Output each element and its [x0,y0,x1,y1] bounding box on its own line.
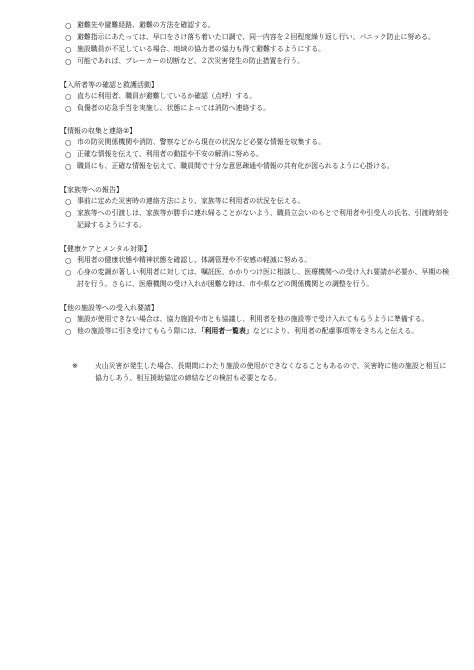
list-item [62,161,452,173]
note-text: 火山災害が発生した場合、長期間にわたり施設の使用ができなくなることもあるので、災害時に他の施設と相互に協力しあう、相互援助協定の締結などの検討も必要となる。 [95,362,447,383]
list-item [62,196,452,208]
list-item [62,56,452,68]
section-heading: 【情報の収集と連絡②】 [60,127,137,136]
circle-bullet-icon: ○ [65,197,72,207]
circle-bullet-icon: ○ [65,56,72,66]
list-item-text: 家族等への引渡しは、家族等が勝手に連れ帰ることがないよう、職員立会いのもとで利用者や引受人の氏名、引渡時刻を記録するようにする。 [77,209,450,229]
list-item [62,326,452,338]
list-item [62,91,452,103]
circle-bullet-icon: ○ [65,314,72,324]
list-item-text: 施設職員が不足している場合、地域の協力者の協力も得て避難するようにする。 [77,44,326,53]
list-item [62,208,452,232]
section-heading: 【他の施設等への受入れ要請】 [60,303,158,312]
list-item-text: 市の防災関係機関や消防、警察などから現在の状況など必要な情報を収集する。 [77,138,326,147]
list-item [62,267,452,291]
family-report-section [62,184,452,232]
circle-bullet-icon: ○ [65,44,72,54]
list-item [62,149,452,161]
list-item [62,255,452,267]
list-item-text: 施設が使用できない場合は、協力施設や市とも協議し、利用者を他の施設等で受け入れてもらうように準備する。 [77,314,429,323]
list-item-text: 直ちに利用者、職員が避難しているか確認（点呼）する。 [77,91,257,100]
list-item-text: 心身の変調が著しい利用者に対しては、嘱託医、かかりつけ医に相談し、医療機関への受け入れ要請が必要か、早期の検討を行う。さらに、医療機関の受け入れが困難な時は、市や県などの関係機関との調整を行う。 [77,267,450,288]
list-item-text: 負傷者の応急手当を実施し、状態によっては消防へ連絡する。 [77,103,270,112]
circle-bullet-icon: ○ [65,32,72,42]
list-item-text: 職員にも、正確な情報を伝えて、職員間で十分な意思疎通や情報の共有化が図られるように心掛ける。 [77,162,394,171]
circle-bullet-icon: ○ [65,209,72,219]
list-item-text [77,326,452,338]
list-item-text: 事前に定めた災害時の連絡方法により、家族等に利用者の状況を伝える。 [77,197,305,206]
list-item-text: 可能であれば、ブレーカーの切断など、２次災害発生の防止措置を行う。 [77,56,304,65]
evacuation-section [62,20,452,68]
circle-bullet-icon: ○ [65,103,72,113]
list-item [62,103,452,115]
list-item-text: 避難先や避難経路、避難の方法を確認する。 [77,21,215,29]
list-item-text: 正確な情報を伝えて、利用者の動揺や不安の解消に努める。 [77,150,263,159]
information-section [62,125,452,173]
list-item-text: 利用者の健康状態や精神状態を確認し、体調管理や不安感の軽減に努める。 [77,255,312,264]
list-item [62,20,452,32]
list-item [62,137,452,149]
list-item-text-before: 他の施設等に引き受けてもらう際には、 [77,326,202,335]
circle-bullet-icon: ○ [65,138,72,148]
resident-check-section [62,79,452,115]
list-item [62,44,452,56]
user-list-emphasis: 「利用者一覧表」 [201,326,253,335]
list-item [62,32,452,44]
transfer-request-section [62,302,452,338]
circle-bullet-icon: ○ [65,150,72,160]
list-item-text: 避難指示にあたっては、早口をさけ落ち着いた口調で、同一内容を２回程度繰り返し行い、パニック防止に努める。 [77,32,435,41]
section-heading: 【家族等への報告】 [60,186,123,195]
note-asterisk-icon: ※ [72,362,78,371]
circle-bullet-icon: ○ [65,267,72,277]
circle-bullet-icon: ○ [65,326,72,336]
health-care-section [62,243,452,291]
volcano-note [72,360,452,384]
circle-bullet-icon: ○ [65,21,72,30]
list-item-text-after: などにより、利用者の配慮事項等をきちんと伝える。 [252,326,419,335]
circle-bullet-icon: ○ [65,91,72,101]
section-heading: 【健康ケアとメンタル対策】 [60,244,151,253]
circle-bullet-icon: ○ [65,255,72,265]
document-content [62,20,452,384]
circle-bullet-icon: ○ [65,162,72,172]
section-heading: 【入所者等の確認と救護活動】 [60,80,158,89]
list-item [62,314,452,326]
